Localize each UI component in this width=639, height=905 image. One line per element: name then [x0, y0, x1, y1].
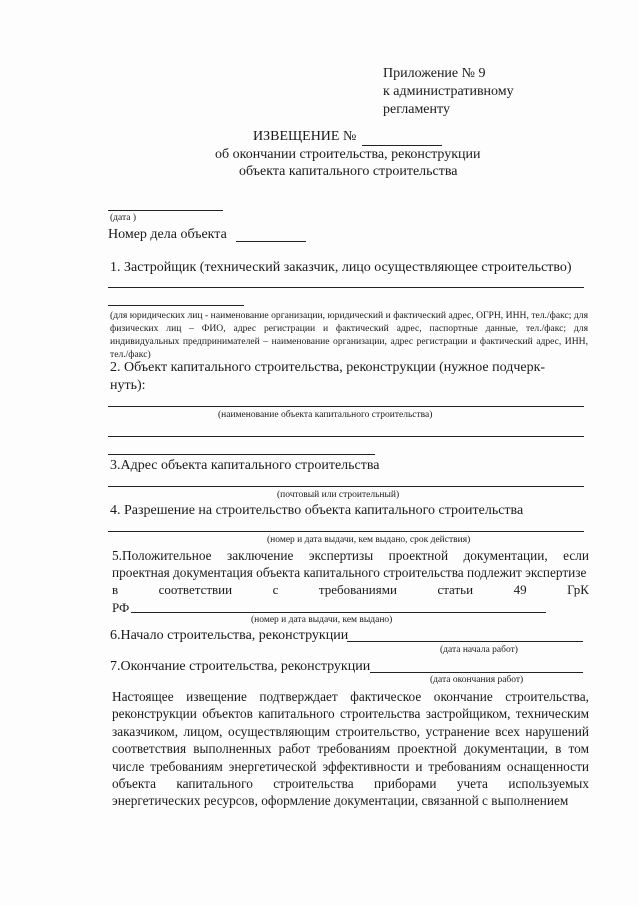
section-4-caption: (номер и дата выдачи, кем выдано, срок действия) — [267, 535, 471, 545]
appendix-line-2: к административному — [383, 84, 514, 99]
section-7-heading: 7.Окончание строительства, реконструкции — [110, 659, 371, 674]
appendix-line-3: регламенту — [383, 102, 450, 117]
section-5-word: статьи — [437, 582, 474, 597]
section-7-caption: (дата окончания работ) — [430, 675, 524, 685]
section-5-word: с — [272, 582, 279, 597]
object-name-field-2[interactable] — [108, 436, 584, 437]
section-5-word: ГрК — [567, 582, 589, 597]
object-name-field-1[interactable] — [108, 406, 584, 407]
section-5-word: соответствии — [158, 582, 233, 597]
notice-subtitle-2: объекта капитального строительства — [239, 164, 458, 179]
notice-number-field[interactable] — [362, 145, 442, 146]
section-3-heading: 3.Адрес объекта капитального строительства — [110, 458, 380, 473]
section-2-heading-1: 2. Объект капитального строительства, реконструкции (нужное подчерк- — [110, 360, 546, 375]
date-field[interactable] — [108, 210, 223, 211]
section-5-words-line — [112, 582, 589, 598]
case-number-label: Номер дела объекта — [108, 227, 227, 242]
section-5-word: 49 — [513, 582, 527, 597]
object-name-field-3[interactable] — [108, 454, 375, 455]
permit-field[interactable] — [108, 531, 584, 532]
section-5-rf: РФ — [112, 600, 130, 615]
notice-title: ИЗВЕЩЕНИЕ № — [253, 129, 357, 144]
section-6-heading: 6.Начало строительства, реконструкции — [110, 628, 349, 643]
case-number-field[interactable] — [236, 241, 306, 242]
section-5-word: в — [112, 582, 119, 597]
end-date-field[interactable] — [370, 672, 583, 673]
appendix-line-1: Приложение № 9 — [383, 66, 486, 81]
confirmation-paragraph: Настоящее извещение подтверждает фактическое окончание строительства, реконструкции объектов капитального строительства застройщиком, техническим заказчиком, лицом, осуществляющим строительство, устранение всех нарушений соответствия выполненных работ требованиям проектной документации, в том числе требованиям энергетической эффективности и требованиям оснащенности объекта капитального строительства приборами учета используемых энергетических ресурсов, оформление документации, связанной с выполнением — [112, 689, 589, 809]
section-5-word: требованиями — [318, 582, 397, 597]
section-5-caption: (номер и дата выдачи, кем выдано) — [251, 615, 393, 625]
developer-field-1[interactable] — [108, 287, 584, 288]
section-2-heading-2: нуть): — [110, 378, 146, 393]
expertise-field[interactable] — [131, 612, 546, 613]
section-3-caption: (почтовый или строительный) — [277, 490, 400, 500]
section-1-note: (для юридических лиц - наименование организации, юридический и фактический адрес, ОГРН, ИНН, тел./факс; для физических лиц – ФИО, адрес регистрации и фактический адрес, паспортные данные, тел./факс; для индивидуальных предпринимателей – наименование организации, адрес регистрации и фактический адрес, ИНН, тел./факс) — [110, 310, 588, 360]
notice-subtitle-1: об окончании строительства, реконструкции — [215, 147, 481, 162]
address-field[interactable] — [108, 486, 584, 487]
start-date-field[interactable] — [347, 641, 583, 642]
section-5-text: 5.Положительное заключение экспертизы проектной документации, если проектная документация объекта капитального строительства подлежит экспертизе — [112, 548, 589, 581]
section-6-caption: (дата начала работ) — [440, 645, 518, 655]
section-1-heading: 1. Застройщик (технический заказчик, лицо осуществляющее строительство) — [110, 260, 572, 275]
date-label: (дата ) — [110, 213, 136, 223]
section-2-caption: (наименование объекта капитального строительства) — [218, 410, 433, 420]
section-4-heading: 4. Разрешение на строительство объекта капитального строительства — [110, 503, 524, 518]
developer-field-2[interactable] — [108, 305, 244, 306]
